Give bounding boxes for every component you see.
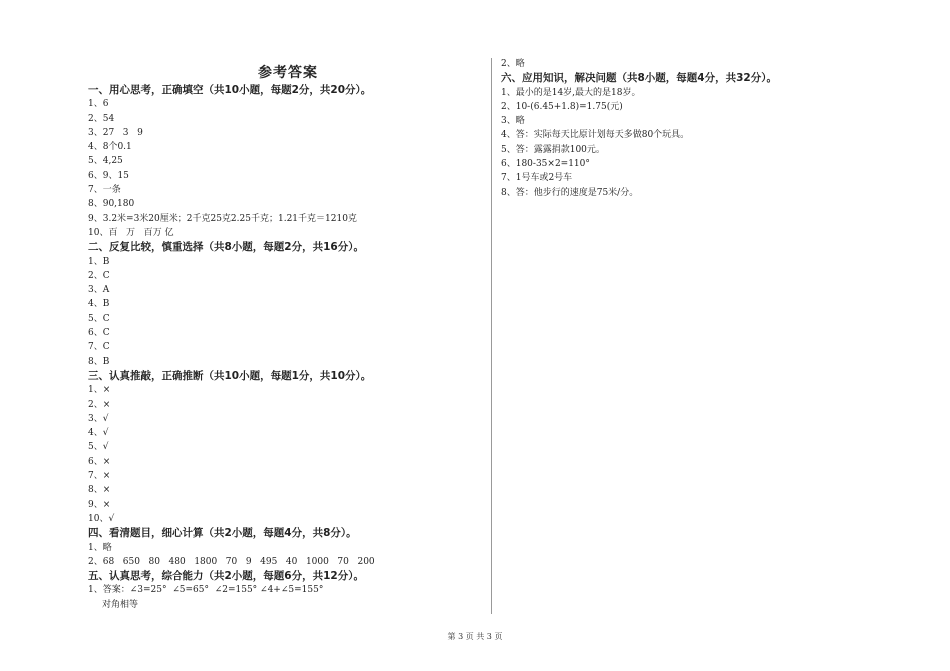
answer-line: 3、√ [88,413,109,424]
answer-line: 1、× [88,385,111,396]
answer-line: 1、B [88,256,110,267]
right-column [501,57,881,200]
answer-line: 2、68 650 80 480 1800 70 9 495 40 1000 70 200 [88,556,375,567]
answer-line: 1、略 [88,542,112,553]
answer-line: 6、C [88,328,110,339]
answer-line: 10、√ [88,513,115,524]
answer-line: 2、54 [88,113,115,124]
answer-line: 6、9、15 [88,170,129,181]
answer-line: 1、答案：∠3=25° ∠5=65° ∠2=155° ∠4+∠5=155° [88,585,324,596]
answer-line: 4、√ [88,428,109,439]
section-heading: 六、应用知识，解决问题（共8小题，每题4分，共32分）。 [501,72,777,85]
left-column-body [88,83,478,612]
column-divider [491,58,492,614]
answer-line: 7、C [88,342,110,353]
answer-line: 7、一条 [88,185,121,196]
right-column-body [501,57,881,200]
answer-line: 8、90,180 [88,199,135,210]
answer-line: 2、× [88,399,111,410]
answer-line: 3、A [88,285,110,296]
answer-line: 5、C [88,313,110,324]
page-footer: 第 3 页 共 3 页 [447,632,503,641]
answer-line: 2、10-(6.45+1.8)=1.75(元) [501,101,623,112]
answer-line: 10、百 万 百万 亿 [88,227,174,238]
answer-line: 5、答：露露捐款100元。 [501,144,605,155]
answer-line: 8、B [88,356,110,367]
answer-line: 对角相等 [102,599,139,610]
answer-line: 8、答：他步行的速度是75米/分。 [501,187,639,198]
answer-line: 2、C [88,270,110,281]
answer-line: 3、27 3 9 [88,127,143,138]
answer-line: 4、答：实际每天比原计划每天多做80个玩具。 [501,130,690,141]
answer-line: 2、略 [501,59,525,69]
answer-line: 4、8个0.1 [88,142,132,153]
answer-line: 6、180-35×2=110° [501,159,590,170]
left-column [88,63,478,612]
answer-line: 1、最小的是14岁,最大的是18岁。 [501,87,641,98]
answer-line: 9、3.2米=3米20厘米；2千克25克2.25千克；1.21千克＝1210克 [88,213,357,224]
answer-line: 5、√ [88,442,109,453]
section-heading: 四、看清题目，细心计算（共2小题，每题4分，共8分）。 [88,527,357,540]
answer-line: 3、略 [501,116,525,127]
answer-line: 5、4,25 [88,156,123,167]
answer-line: 9、× [88,499,111,510]
section-heading: 一、用心思考，正确填空（共10小题，每题2分，共20分）。 [88,84,372,96]
answer-line: 4、B [88,299,110,310]
page-title: 参考答案 [258,65,318,81]
section-heading: 三、认真推敲，正确推断（共10小题，每题1分，共10分）。 [88,369,372,382]
answer-line: 7、× [88,471,111,482]
section-heading: 五、认真思考，综合能力（共2小题，每题6分，共12分）。 [88,570,364,583]
answer-line: 1、6 [88,99,109,110]
answer-line: 8、× [88,485,111,496]
answer-line: 7、1号车或2号车 [501,173,573,184]
section-heading: 二、反复比较，慎重选择（共8小题，每题2分，共16分）。 [88,241,364,254]
answer-line: 6、× [88,456,111,467]
